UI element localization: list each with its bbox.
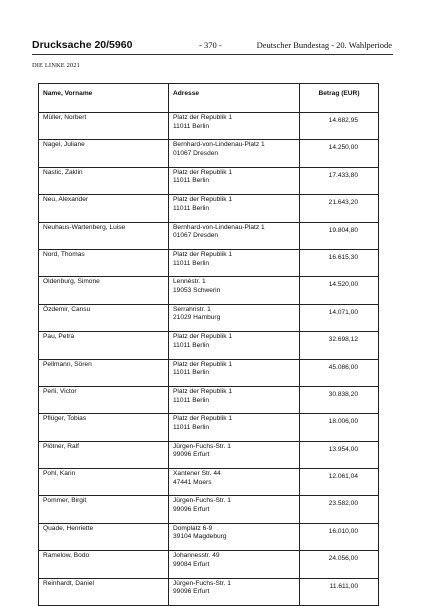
table-row (39, 113, 379, 140)
donor-name: Nastic, Zaklin (39, 167, 169, 194)
table-row (39, 140, 379, 167)
address-street: Johannesstr. 49 (173, 552, 220, 560)
address-street: Jürgen-Fuchs-Str. 1 (173, 579, 231, 587)
address-street: Platz der Republik 1 (173, 415, 233, 423)
donation-amount: 32.698,12 (300, 332, 379, 359)
address-city: 99096 Erfurt (173, 506, 210, 514)
party-heading: DIE LINKE 2021 (32, 62, 80, 69)
table-row (39, 386, 379, 413)
donor-name: Neu, Alexander (39, 195, 169, 222)
document-number: Drucksache 20/5960 (32, 39, 133, 51)
table-row (39, 304, 379, 331)
header-rule (32, 54, 393, 55)
donation-amount: 12.061,04 (300, 469, 379, 496)
address-street: Platz der Republik 1 (173, 333, 233, 341)
address-street: Xantener Str. 44 (173, 470, 221, 478)
donor-address (169, 195, 300, 222)
table-row (39, 249, 379, 276)
donor-name: Plötner, Ralf (39, 441, 169, 468)
donor-address (169, 386, 300, 413)
donor-name: Pflüger, Tobias (39, 414, 169, 441)
address-city: 47441 Moers (173, 478, 212, 486)
address-street: Platz der Republik 1 (173, 250, 233, 258)
address-city: 99096 Erfurt (173, 451, 210, 459)
table-row (39, 167, 379, 194)
donor-name: Özdemir, Cansu (39, 304, 169, 331)
address-street: Platz der Republik 1 (173, 387, 233, 395)
running-title: Deutscher Bundestag - 20. Wahlperiode (256, 40, 392, 50)
table-row (39, 578, 379, 605)
address-city: 39104 Magdeburg (173, 533, 227, 541)
donor-address (169, 167, 300, 194)
donor-address (169, 222, 300, 249)
donor-address (169, 249, 300, 276)
address-street: Bernhard-von-Lindenau-Platz 1 (173, 223, 265, 231)
table-row (39, 496, 379, 523)
donation-amount: 14.250,00 (300, 140, 379, 167)
table-header-row (39, 84, 379, 113)
donation-amount: 21.643,20 (300, 195, 379, 222)
donor-name: Nord, Thomas (39, 249, 169, 276)
donor-address (169, 359, 300, 386)
donor-name: Pohl, Karin (39, 469, 169, 496)
address-city: 01067 Dresden (173, 149, 219, 157)
address-city: 11011 Berlin (173, 369, 210, 377)
donations-table (38, 83, 379, 606)
address-city: 11011 Berlin (173, 177, 210, 185)
donation-amount: 16.615,30 (300, 249, 379, 276)
donor-name: Müller, Norbert (39, 113, 169, 140)
donor-address (169, 496, 300, 523)
table-row (39, 551, 379, 578)
donation-amount: 19.804,80 (300, 222, 379, 249)
donor-name: Oldenburg, Simone (39, 277, 169, 304)
address-city: 01067 Dresden (173, 232, 219, 240)
donor-name: Nagel, Juliane (39, 140, 169, 167)
address-city: 11011 Berlin (173, 259, 210, 267)
donor-name: Pau, Petra (39, 332, 169, 359)
donor-name: Ramelow, Bodo (39, 551, 169, 578)
donation-amount: 18.006,00 (300, 414, 379, 441)
address-city: 11011 Berlin (173, 341, 210, 349)
page-number: - 370 - (199, 40, 222, 50)
address-street: Lennéstr. 1 (173, 278, 206, 286)
donation-amount: 45.086,00 (300, 359, 379, 386)
donor-address (169, 523, 300, 550)
donor-address (169, 277, 300, 304)
donor-name: Neuhaus-Wartenberg, Luise (39, 222, 169, 249)
table-row (39, 523, 379, 550)
address-street: Bernhard-von-Lindenau-Platz 1 (173, 141, 265, 149)
page-header (32, 39, 392, 53)
address-street: Platz der Republik 1 (173, 114, 233, 121)
table-row (39, 414, 379, 441)
donor-address (169, 551, 300, 578)
donation-amount: 13.954,00 (300, 441, 379, 468)
address-city: 21029 Hamburg (173, 314, 221, 322)
table-row (39, 332, 379, 359)
donation-amount: 24.056,00 (300, 551, 379, 578)
column-header-amount: Betrag (EUR) (300, 84, 379, 113)
donor-address (169, 578, 300, 605)
donor-address (169, 469, 300, 496)
address-street: Domplatz 6-9 (173, 524, 213, 532)
table-row (39, 277, 379, 304)
donation-amount: 23.582,00 (300, 496, 379, 523)
address-street: Platz der Republik 1 (173, 360, 233, 368)
donor-name: Pellmann, Sören (39, 359, 169, 386)
address-city: 11011 Berlin (173, 122, 210, 130)
address-street: Platz der Republik 1 (173, 168, 233, 176)
address-street: Serrahnstr. 1 (173, 305, 211, 313)
donation-amount: 17.433,80 (300, 167, 379, 194)
table-row (39, 469, 379, 496)
address-city: 99084 Erfurt (173, 560, 210, 568)
address-city: 11011 Berlin (173, 204, 210, 212)
address-street: Jürgen-Fuchs-Str. 1 (173, 497, 231, 505)
column-header-address: Adresse (169, 84, 300, 113)
address-street: Platz der Republik 1 (173, 196, 233, 204)
donation-amount: 11.611,00 (300, 578, 379, 605)
donor-address (169, 140, 300, 167)
table-row (39, 359, 379, 386)
donor-address (169, 441, 300, 468)
donor-address (169, 332, 300, 359)
address-street: Jürgen-Fuchs-Str. 1 (173, 442, 231, 450)
address-city: 11011 Berlin (173, 423, 210, 431)
donation-amount: 14.520,00 (300, 277, 379, 304)
table-row (39, 222, 379, 249)
address-city: 11011 Berlin (173, 396, 210, 404)
donor-name: Pommer, Birgit (39, 496, 169, 523)
donation-amount: 14.071,00 (300, 304, 379, 331)
column-header-name: Name, Vorname (39, 84, 169, 113)
donation-amount: 30.838,20 (300, 386, 379, 413)
donor-address (169, 304, 300, 331)
address-city: 99096 Erfurt (173, 588, 210, 596)
table-row (39, 195, 379, 222)
donor-name: Perli, Victor (39, 386, 169, 413)
donation-amount: 14.682,95 (300, 113, 379, 140)
donor-address (169, 414, 300, 441)
donor-address (169, 113, 300, 140)
donation-amount: 16.010,00 (300, 523, 379, 550)
table-row (39, 441, 379, 468)
donor-name: Reinhardt, Daniel (39, 578, 169, 605)
donor-name: Quade, Henriette (39, 523, 169, 550)
address-city: 19053 Schwerin (173, 286, 221, 294)
